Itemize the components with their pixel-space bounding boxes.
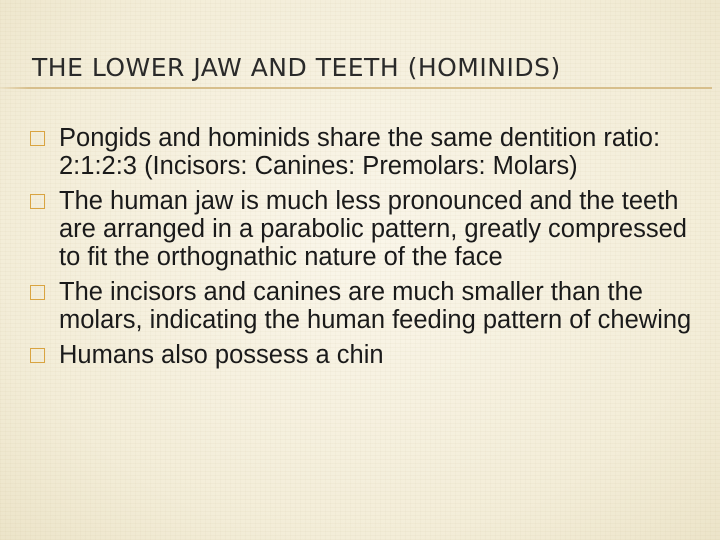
bullet-text: The human jaw is much less pronounced and the teeth are arranged in a parabolic pattern, greatly compressed to fit the orthognathic nature of the face (59, 187, 687, 271)
title-underline (0, 87, 712, 89)
bullet-text: The incisors and canines are much smaller than the molars, indicating the human feeding pattern of chewing (59, 278, 692, 334)
bullet-item (30, 341, 710, 369)
square-bullet-icon (30, 285, 45, 300)
bullet-item (30, 278, 710, 334)
bullet-text: Humans also possess a chin (59, 341, 384, 369)
bullet-list (30, 124, 710, 376)
bullet-item (30, 124, 710, 180)
bullet-text: Pongids and hominids share the same dentition ratio: 2:1:2:3 (Incisors: Canines: Premolars: Molars) (59, 124, 661, 180)
square-bullet-icon (30, 194, 45, 209)
slide-title: THE LOWER JAW AND TEETH (HOMINIDS) (32, 53, 561, 82)
square-bullet-icon (30, 131, 45, 146)
bullet-item (30, 187, 710, 271)
square-bullet-icon (30, 348, 45, 363)
